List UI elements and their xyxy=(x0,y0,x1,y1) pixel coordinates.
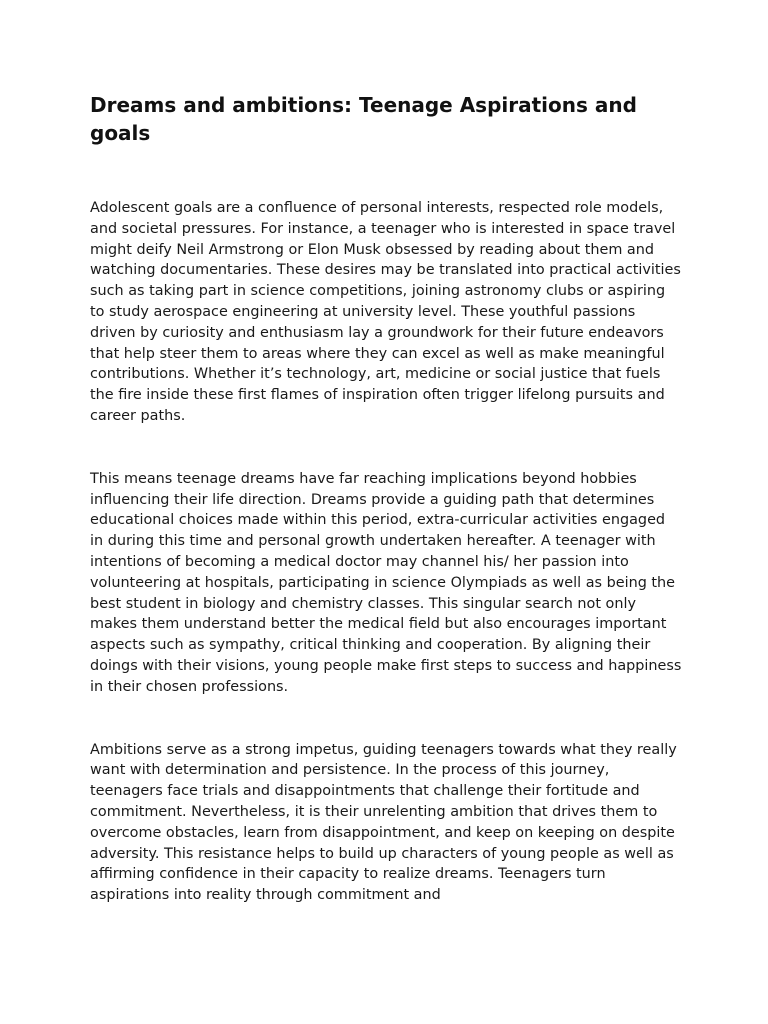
paragraph-3: Ambitions serve as a strong impetus, guiding teenagers towards what they really want with determination and persistence. In the process of this journey, teenagers face trials and disappointments that challenge their fortitude and commitment. Nevertheless, it is their unrelenting ambition that drives them to overcome obstacles, learn from disappointment, and keep on keeping on despite adversity. This resistance helps to build up characters of young people as well as affirming confidence in their capacity to realize dreams. Teenagers turn aspirations into reality through commitment and xyxy=(90,741,677,904)
document-title: Dreams and ambitions: Teenage Aspirations and goals xyxy=(90,93,637,145)
paragraph-2: This means teenage dreams have far reaching implications beyond hobbies influencing their life direction. Dreams provide a guiding path that determines educational choices made within this period, extra-curricular activities engaged in during this time and personal growth undertaken hereafter. A teenager with intentions of becoming a medical doctor may channel his/ her passion into volunteering at hospitals, participating in science Olympiads as well as being the best student in biology and chemistry classes. This singular search not only makes them understand better the medical field but also encourages important aspects such as sympathy, critical thinking and cooperation. By aligning their doings with their visions, young people make first steps to success and happiness in their chosen professions. xyxy=(90,470,682,695)
paragraph-1: Adolescent goals are a confluence of personal interests, respected role models, and societal pressures. For instance, a teenager who is interested in space travel might deify Neil Armstrong or Elon Musk obsessed by reading about them and watching documentaries. These desires may be translated into practical activities such as taking part in science competitions, joining astronomy clubs or aspiring to study aerospace engineering at university level. These youthful passions driven by curiosity and enthusiasm lay a groundwork for their future endeavors that help steer them to areas where they can excel as well as make meaningful contributions. Whether it’s technology, art, medicine or social justice that fuels the fire inside these first flames of inspiration often trigger lifelong pursuits and career paths. xyxy=(90,200,681,424)
document-body xyxy=(90,91,682,948)
